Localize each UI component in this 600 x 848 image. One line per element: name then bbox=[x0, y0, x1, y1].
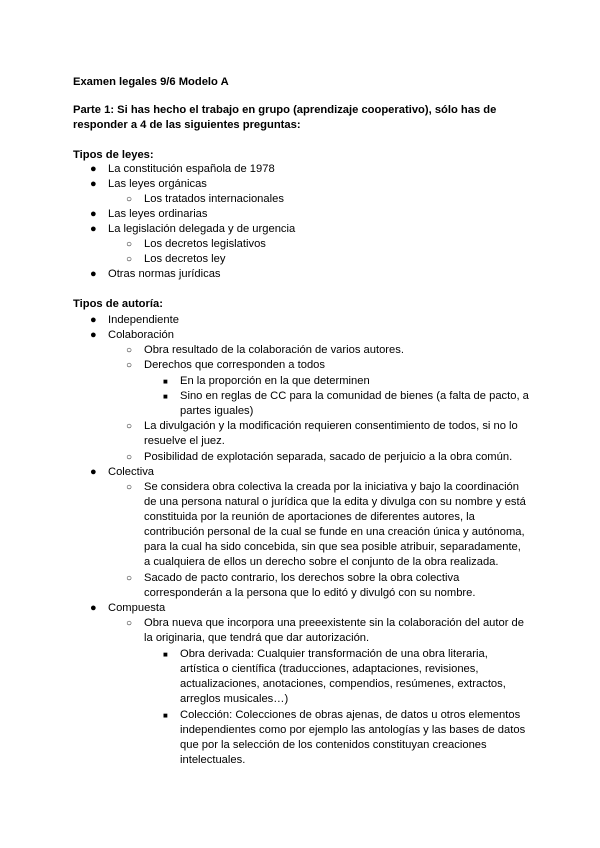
section-heading-autoria: Tipos de autoría: bbox=[73, 298, 163, 310]
list-item: Derechos que corresponden a todos bbox=[144, 359, 325, 371]
document-title: Examen legales 9/6 Modelo A bbox=[73, 76, 229, 88]
list-item: Colección: Colecciones de obras ajenas, de datos u otros elementos bbox=[180, 709, 521, 721]
bullet-l2: ○ bbox=[126, 573, 133, 584]
list-item: Obra derivada: Cualquier transformación de una obra literaria, bbox=[180, 648, 488, 660]
bullet-l1: ● bbox=[90, 602, 97, 614]
list-item: La constitución española de 1978 bbox=[108, 163, 275, 175]
list-item: Sino en reglas de CC para la comunidad de bienes (a falta de pacto, a bbox=[180, 390, 529, 402]
bullet-l1: ● bbox=[90, 163, 97, 175]
list-item: Se considera obra colectiva la creada por la iniciativa y bajo la coordinación bbox=[144, 481, 519, 493]
list-item-cont: arreglos musicales…) bbox=[180, 693, 289, 705]
bullet-l3: ■ bbox=[163, 377, 168, 386]
bullet-l2: ○ bbox=[126, 239, 133, 250]
bullet-l2: ○ bbox=[126, 345, 133, 356]
list-item: Las leyes ordinarias bbox=[108, 208, 208, 220]
list-item: Los decretos ley bbox=[144, 253, 226, 265]
list-item-cont: contribución personal de la cual se funde en una creación única y autónoma, bbox=[144, 526, 525, 538]
section-heading-leyes: Tipos de leyes: bbox=[73, 149, 154, 161]
list-item-cont: constituida por la reunión de aportaciones de diferentes autores, la bbox=[144, 511, 475, 523]
list-item: En la proporción en la que determinen bbox=[180, 375, 370, 387]
bullet-l2: ○ bbox=[126, 421, 133, 432]
bullet-l1: ● bbox=[90, 466, 97, 478]
bullet-l3: ■ bbox=[163, 392, 168, 401]
bullet-l1: ● bbox=[90, 314, 97, 326]
bullet-l3: ■ bbox=[163, 711, 168, 720]
list-item: Posibilidad de explotación separada, sacado de perjuicio a la obra común. bbox=[144, 451, 513, 463]
list-item: La divulgación y la modificación requieren consentimiento de todos, si no lo bbox=[144, 420, 518, 432]
part1-line: responder a 4 de las siguientes preguntas: bbox=[73, 119, 301, 131]
bullet-l2: ○ bbox=[126, 194, 133, 205]
list-item: Colectiva bbox=[108, 466, 155, 478]
bullet-l1: ● bbox=[90, 223, 97, 235]
bullet-l1: ● bbox=[90, 329, 97, 341]
bullet-l3: ■ bbox=[163, 650, 168, 659]
list-item-cont: que por la selección de los contenidos constituyan creaciones bbox=[180, 739, 487, 751]
list-item: La legislación delegada y de urgencia bbox=[108, 223, 296, 235]
list-item: Obra nueva que incorpora una preeexistente sin la colaboración del autor de bbox=[144, 617, 525, 629]
list-item-cont: intelectuales. bbox=[180, 754, 246, 766]
list-item: Los tratados internacionales bbox=[144, 193, 284, 205]
part1-line: Parte 1: Si has hecho el trabajo en grupo (aprendizaje cooperativo), sólo has de bbox=[73, 104, 497, 116]
list-item: Colaboración bbox=[108, 329, 174, 341]
list-item-cont: independientes como por ejemplo las antologías y las bases de datos bbox=[180, 724, 526, 736]
list-item-cont: la originaria, que tendrá que dar autorización. bbox=[144, 632, 370, 644]
bullet-l1: ● bbox=[90, 208, 97, 220]
bullet-l2: ○ bbox=[126, 254, 133, 265]
list-item-cont: actualizaciones, anotaciones, compendios, resúmenes, extractos, bbox=[180, 678, 506, 690]
list-item-cont: corresponderán a la persona que lo editó y divulgó con su nombre. bbox=[144, 587, 476, 599]
bullet-l2: ○ bbox=[126, 452, 133, 463]
list-item-cont: de una persona natural o jurídica que la edita y divulga con su nombre y está bbox=[144, 496, 526, 508]
list-item-cont: partes iguales) bbox=[180, 405, 254, 417]
bullet-l2: ○ bbox=[126, 618, 133, 629]
list-item: Independiente bbox=[108, 314, 179, 326]
list-item: Otras normas jurídicas bbox=[108, 268, 221, 280]
list-item: Sacado de pacto contrario, los derechos sobre la obra colectiva bbox=[144, 572, 460, 584]
list-item-cont: artística o científica (traducciones, adaptaciones, revisiones, bbox=[180, 663, 479, 675]
list-item-cont: para la cual ha sido concebida, sin que sea posible atribuir, separadamente, bbox=[144, 541, 521, 553]
list-item: Compuesta bbox=[108, 602, 166, 614]
bullet-l1: ● bbox=[90, 268, 97, 280]
bullet-l2: ○ bbox=[126, 482, 133, 493]
list-item: Los decretos legislativos bbox=[144, 238, 266, 250]
list-item-cont: resuelve el juez. bbox=[144, 435, 225, 447]
bullet-l1: ● bbox=[90, 178, 97, 190]
list-item-cont: a cualquiera de ellos un derecho sobre el conjunto de la obra realizada. bbox=[144, 556, 499, 568]
list-item: Obra resultado de la colaboración de varios autores. bbox=[144, 344, 404, 356]
list-item: Las leyes orgánicas bbox=[108, 178, 207, 190]
bullet-l2: ○ bbox=[126, 360, 133, 371]
